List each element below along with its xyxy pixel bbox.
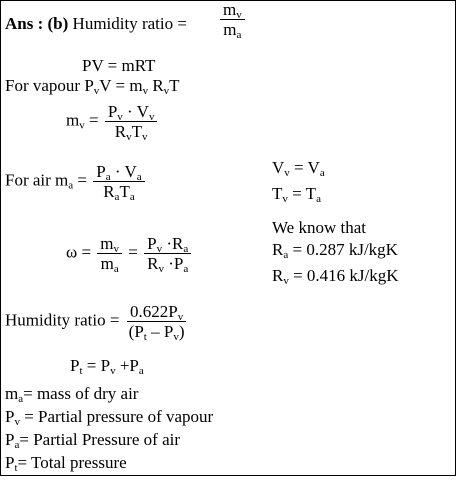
we-know-that: We know that bbox=[272, 218, 366, 237]
definition-pa: $P_a=$ Partial Pressure of air bbox=[5, 430, 181, 451]
total-pressure-equation: $P_t = P_v +P_a$ bbox=[70, 356, 144, 377]
title-fraction: $\frac{m_v}{m_a}$ bbox=[218, 0, 247, 39]
definition-ma: $m_a=$ mass of dry air bbox=[5, 384, 139, 405]
omega-equation: ω = $\frac{m_v}{m_a}$ = $\frac{P_v \cdot R_a}{R_v \cdot P_a}$ bbox=[66, 234, 193, 273]
condition-temperature: $T_v = T_a$ bbox=[272, 184, 321, 205]
humidity-ratio-equation: Humidity ratio = $\frac{0.622P_v}{(P_t - P_v)}$ bbox=[5, 302, 185, 343]
definition-pt: $P_t=$ Total pressure bbox=[5, 453, 127, 474]
answer-title bbox=[5, 14, 187, 34]
condition-volume: $V_v = V_a$ bbox=[272, 158, 325, 179]
mv-equation: $m_v$ = $\frac{P_v \cdot V_v}{R_vT_v}$ bbox=[66, 102, 159, 141]
ma-equation: For air $m_a$ = $\frac{P_a \cdot V_a}{R_aT_a}$ bbox=[5, 162, 147, 201]
title-lhs: Humidity ratio = bbox=[72, 14, 187, 33]
gas-law: PV = mRT bbox=[82, 56, 156, 75]
ra-value: $R_a = 0.287$ kJ/kgK bbox=[272, 240, 398, 261]
vapour-equation: For vapour $P_vV = m_v$ $R_vT$ bbox=[5, 76, 180, 97]
rv-value: $R_v = 0.416$ kJ/kgK bbox=[272, 266, 399, 287]
answer-label: Ans : (b) bbox=[5, 14, 69, 33]
definition-pv: $P_v$ = Partial pressure of vapour bbox=[5, 407, 214, 428]
